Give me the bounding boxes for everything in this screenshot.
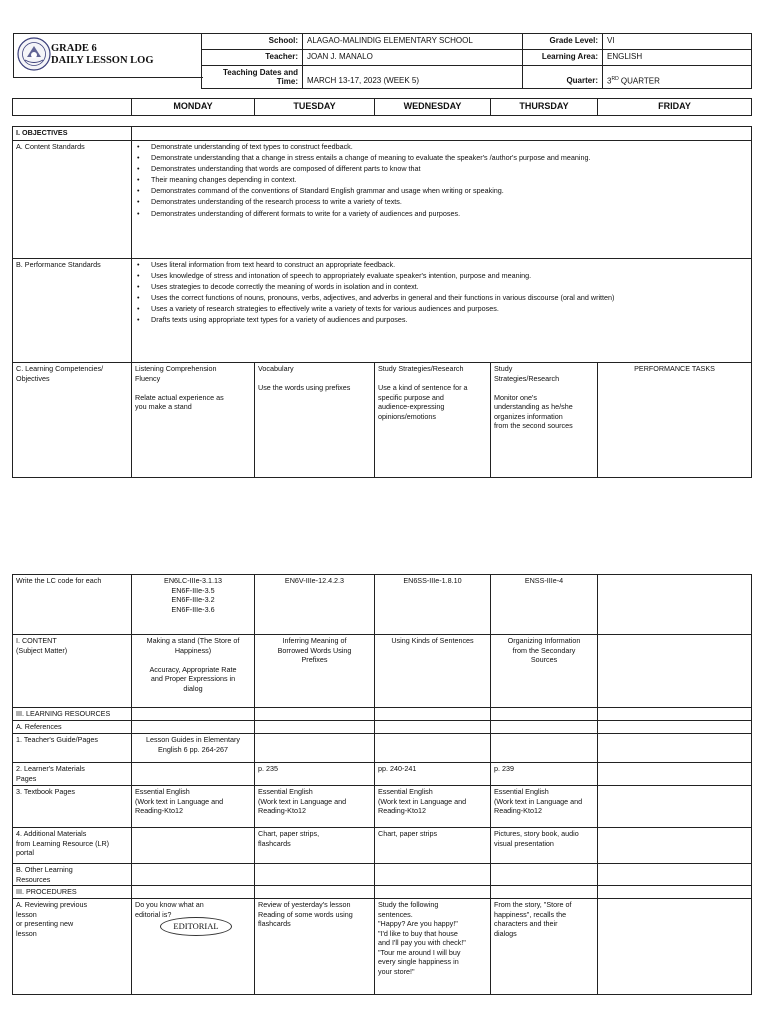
lm-pages-wednesday: pp. 240-241: [375, 763, 491, 786]
review-friday: [598, 899, 752, 995]
other-tuesday: [255, 864, 375, 886]
quarter-label: Quarter:: [523, 66, 603, 89]
textbook-tuesday: Essential English (Work text in Language and Reading-Kto12: [255, 786, 375, 828]
competency-friday: PERFORMANCE TASKS: [598, 363, 752, 478]
lm-pages-monday: [132, 763, 255, 786]
day-wednesday: WEDNESDAY: [375, 99, 491, 116]
school-value: ALAGAO-MALINDIG ELEMENTARY SCHOOL: [303, 34, 523, 50]
additional-wednesday: Chart, paper strips: [375, 828, 491, 864]
days-header: [12, 98, 752, 116]
competencies-label: C. Learning Competencies/ Objectives: [13, 363, 132, 478]
review-wednesday: Study the following sentences. "Happy? Are you happy!" "I'd like to buy that house and I'll pay you with check!" "Tour me around I will buy every single happiness in your store!": [375, 899, 491, 995]
area-label: Learning Area:: [523, 50, 603, 66]
performance-standard-item: • Drafts texts using appropriate text types for a variety of audiences and purposes.: [151, 315, 748, 325]
day-monday: MONDAY: [132, 99, 255, 116]
resources-heading: III. LEARNING RESOURCES: [13, 708, 132, 721]
other-thursday: [491, 864, 598, 886]
competency-monday: Listening Comprehension Fluency Relate actual experience as you make a stand: [132, 363, 255, 478]
editorial-oval: [160, 917, 232, 936]
additional-materials-label: 4. Additional Materials from Learning Resource (LR) portal: [13, 828, 132, 864]
content-friday: [598, 635, 752, 708]
content-label: I. CONTENT (Subject Matter): [13, 635, 132, 708]
objectives-heading: I. OBJECTIVES: [13, 127, 132, 141]
tg-pages-wednesday: [375, 734, 491, 763]
quarter-value: [603, 66, 752, 89]
review-monday-text: Do you know what an editorial is?: [135, 900, 204, 919]
textbook-monday: Essential English (Work text in Language and Reading-Kto12: [132, 786, 255, 828]
additional-monday: [132, 828, 255, 864]
days-corner: [13, 99, 132, 116]
lm-pages-thursday: p. 239: [491, 763, 598, 786]
content-standard-item: • Demonstrates understanding that words are composed of different parts to know that: [151, 164, 748, 174]
grade-label: Grade Level:: [523, 34, 603, 50]
content-standard-item: • Demonstrate understanding of text types to construct feedback.: [151, 142, 748, 152]
content-resources-table: [12, 574, 752, 995]
lm-pages-label: 2. Learner's Materials Pages: [13, 763, 132, 786]
title-box: [13, 33, 203, 78]
additional-friday: [598, 828, 752, 864]
performance-standards-list: [135, 260, 748, 325]
performance-standard-item: • Uses a variety of research strategies to effectively write a variety of texts for various audiences and purposes.: [151, 304, 748, 314]
performance-standard-item: • Uses knowledge of stress and intonation of speech to appropriately evaluate speaker's intention, purpose and meaning.: [151, 271, 748, 281]
content-standards: [132, 141, 752, 259]
performance-standard-item: • Uses the correct functions of nouns, pronouns, verbs, adjectives, and adverbs in general and their functions in various discourse (oral and written): [151, 293, 748, 303]
other-wednesday: [375, 864, 491, 886]
additional-tuesday: Chart, paper strips, flashcards: [255, 828, 375, 864]
teacher-value: JOAN J. MANALO: [303, 50, 523, 66]
content-standard-item: • Demonstrates understanding of different formats to write for a variety of audiences and purposes.: [151, 209, 748, 219]
content-wednesday: Using Kinds of Sentences: [375, 635, 491, 708]
other-friday: [598, 864, 752, 886]
quarter-suffix: RD: [611, 75, 619, 82]
title-grade: GRADE 6: [51, 43, 97, 54]
grade-value: VI: [603, 34, 752, 50]
dates-value: MARCH 13-17, 2023 (WEEK 5): [303, 66, 523, 89]
school-label: School:: [202, 34, 303, 50]
lm-pages-friday: [598, 763, 752, 786]
lc-code-monday: EN6LC-IIIe-3.1.13 EN6F-IIIe-3.5 EN6F-IIIe-3.2 EN6F-IIIe-3.6: [132, 575, 255, 635]
day-tuesday: TUESDAY: [255, 99, 375, 116]
review-thursday: From the story, "Store of happiness", recalls the characters and their dialogs: [491, 899, 598, 995]
textbook-pages-label: 3. Textbook Pages: [13, 786, 132, 828]
quarter-text: QUARTER: [618, 76, 660, 86]
review-tuesday: Review of yesterday's lesson Reading of some words using flashcards: [255, 899, 375, 995]
textbook-thursday: Essential English (Work text in Language and Reading-Kto12: [491, 786, 598, 828]
content-standards-label: A. Content Standards: [13, 141, 132, 259]
lc-code-label: Write the LC code for each: [13, 575, 132, 635]
performance-standards: [132, 259, 752, 363]
competency-tuesday: Vocabulary Use the words using prefixes: [255, 363, 375, 478]
procedures-heading: III. PROCEDURES: [13, 886, 132, 899]
lc-code-friday: [598, 575, 752, 635]
teacher-label: Teacher:: [202, 50, 303, 66]
day-thursday: THURSDAY: [491, 99, 598, 116]
review-monday: [132, 899, 255, 995]
quarter-number: 3: [607, 76, 612, 86]
content-standards-list: [135, 142, 748, 218]
tg-pages-label: 1. Teacher's Guide/Pages: [13, 734, 132, 763]
content-standard-item: • Demonstrate understanding that a change in stress entails a change of meaning to evaluate the speaker's /author's purpose and meaning.: [151, 153, 748, 163]
content-standard-item: • Demonstrates command of the conventions of Standard English grammar and usage when writing or speaking.: [151, 186, 748, 196]
competency-thursday: Study Strategies/Research Monitor one's understanding as he/she organizes information from the second sources: [491, 363, 598, 478]
competency-wednesday: Study Strategies/Research Use a kind of sentence for a specific purpose and audience-expressing opinions/emotions: [375, 363, 491, 478]
tg-pages-monday: Lesson Guides in Elementary English 6 pp. 264-267: [132, 734, 255, 763]
content-monday: Making a stand (The Store of Happiness) Accuracy, Appropriate Rate and Proper Expressions in dialog: [132, 635, 255, 708]
performance-standard-item: • Uses strategies to decode correctly the meaning of words in isolation and in context.: [151, 282, 748, 292]
textbook-wednesday: Essential English (Work text in Language and Reading-Kto12: [375, 786, 491, 828]
lc-code-wednesday: EN6SS-IIIe-1.8.10: [375, 575, 491, 635]
content-tuesday: Inferring Meaning of Borrowed Words Using Prefixes: [255, 635, 375, 708]
textbook-friday: [598, 786, 752, 828]
lc-code-tuesday: EN6V-IIIe-12.4.2.3: [255, 575, 375, 635]
other-resources-label: B. Other Learning Resources: [13, 864, 132, 886]
references-label: A. References: [13, 721, 132, 734]
title-log: DAILY LESSON LOG: [51, 55, 154, 67]
content-thursday: Organizing Information from the Secondary Sources: [491, 635, 598, 708]
performance-standard-item: • Uses literal information from text heard to construct an appropriate feedback.: [151, 260, 748, 270]
tg-pages-tuesday: [255, 734, 375, 763]
tg-pages-friday: [598, 734, 752, 763]
lc-code-thursday: ENSS-IIIe-4: [491, 575, 598, 635]
header-table: [201, 33, 752, 89]
other-monday: [132, 864, 255, 886]
tg-pages-thursday: [491, 734, 598, 763]
objectives-table: [12, 126, 752, 478]
performance-standards-label: B. Performance Standards: [13, 259, 132, 363]
area-value: ENGLISH: [603, 50, 752, 66]
dates-label: Teaching Dates and Time:: [202, 66, 303, 89]
editorial-word: EDITORIAL: [173, 920, 219, 931]
additional-thursday: Pictures, story book, audio visual presentation: [491, 828, 598, 864]
content-standard-item: • Demonstrates understanding of the research process to write a variety of texts.: [151, 197, 748, 207]
lm-pages-tuesday: p. 235: [255, 763, 375, 786]
content-standard-item: • Their meaning changes depending in context.: [151, 175, 748, 185]
review-label: A. Reviewing previous lesson or presenting new lesson: [13, 899, 132, 995]
day-friday: FRIDAY: [598, 99, 752, 116]
